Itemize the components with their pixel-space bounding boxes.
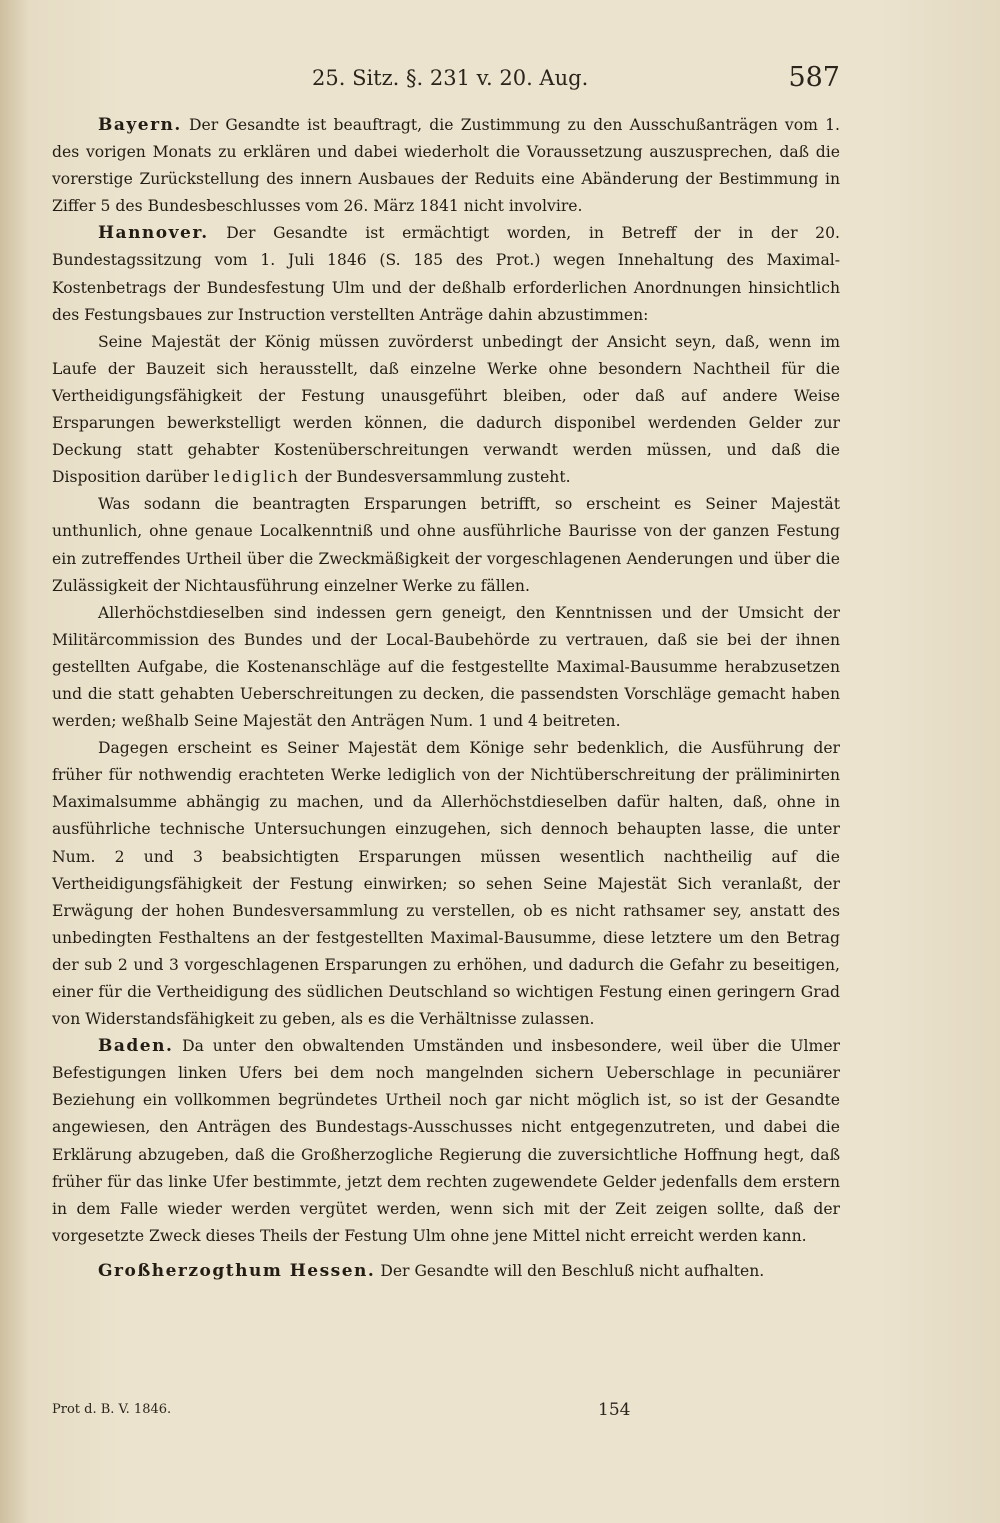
paragraph-hannover xyxy=(52,220,840,328)
paragraph-text: Der Gesandte ist ermächtigt worden, in Betreff der in der 20. Bundestagssitzung vom 1. Juli 1846 (S. 185 des Prot.) wegen Innehaltung des Maximal-Kostenbetrags der Bundesfestung Ulm und der deßhalb erforderlichen Anordnungen hinsichtlich des Festungsbaues zur Instruction verstellten Anträge dahin abzustimmen: xyxy=(52,224,840,324)
state-name-hessen: Großherzogthum Hessen. xyxy=(98,1260,376,1281)
emphasized-word: lediglich xyxy=(213,468,300,487)
paragraph-text: Allerhöchstdieselben sind indessen gern geneigt, den Kenntnissen und der Umsicht der Militärcommission des Bundes und der Local-Baubehörde zu vertrauen, daß sie bei der ihnen gestellten Aufgabe, die Kostenanschläge auf die festgestellte Maximal-Bausumme herabzusetzen und die statt gehabten Ueberschreitungen zu decken, die passendsten Vorschläge gemacht haben werden; weßhalb Seine Majestät den Anträgen Num. 1 und 4 beitreten. xyxy=(52,603,840,731)
paragraph-hessen xyxy=(52,1258,840,1285)
paragraph-text: Der Gesandte ist beauftragt, die Zustimmung zu den Ausschußanträgen vom 1. des vorigen Monats zu erklären und dabei wiederholt die Voraussetzung auszusprechen, daß die vorerstige Zurückstellung des innern Ausbaues der Reduits eine Abänderung der Bestimmung in Ziffer 5 des Bundesbeschlusses vom 26. März 1841 nicht involvire. xyxy=(52,116,840,216)
paragraph-allerhoechst xyxy=(52,600,840,735)
page-header xyxy=(52,62,840,106)
paragraph-ersparungen xyxy=(52,491,840,599)
paragraph-text: Da unter den obwaltenden Umständen und insbesondere, weil über die Ulmer Befestigungen linken Ufers bei dem noch mangelnden sichern Ueberschlage in pecuniärer Beziehung ein vollkommen begründetes Urtheil noch gar nicht möglich ist, so ist der Gesandte angewiesen, den Anträgen des Bundestags-Ausschusses nicht entgegenzutreten, und dabei die Erklärung abzugeben, daß die Großherzogliche Regierung die zuversichtliche Hoffnung hegt, daß früher für das linke Ufer bestimmte, jetzt dem rechten zugewendete Gelder jedenfalls dem erstern in dem Falle wieder werden vergütet werden, wenn sich mit der Zeit zeigen sollte, daß der vorgesetzte Zweck dieses Theils der Festung Ulm ohne jene Mittel nicht erreicht werden kann. xyxy=(52,1037,840,1245)
sheet-number: 154 xyxy=(598,1400,631,1420)
paragraph-text: Seine Majestät der König müssen zuvörderst unbedingt der Ansicht seyn, daß, wenn im Laufe der Bauzeit sich herausstellt, daß einzelne Werke ohne besondern Nachtheil für die Vertheidigungsfähigkeit der Festung unausgeführt bleiben, oder daß auf andere Weise Ersparungen bewerkstelligt werden können, die dadurch disponibel werdenden Gelder zur Deckung statt gehabter Kostenüberschreitungen verwandt werden müssen, und daß die Disposition darüber xyxy=(52,332,840,487)
paragraph-koenig-ansicht xyxy=(52,329,840,492)
state-name-hannover: Hannover. xyxy=(98,223,209,244)
paragraph-text: der Bundesversammlung zusteht. xyxy=(304,468,571,487)
paragraph-text: Der Gesandte will den Beschluß nicht aufhalten. xyxy=(380,1261,765,1280)
body-text xyxy=(52,112,840,1285)
page-number: 587 xyxy=(788,62,840,93)
paragraph-text: Dagegen erscheint es Seiner Majestät dem Könige sehr bedenklich, die Ausführung der früher für nothwendig erachteten Werke lediglich von der Nichtüberschreitung der präliminirten Maximalsumme abhängig zu machen, und da Allerhöchstdieselben dafür halten, daß, ohne in ausführliche technische Untersuchungen einzugehen, sich dennoch behaupten lasse, die unter Num. 2 und 3 beabsichtigten Ersparungen müssen wesentlich nachtheilig auf die Vertheidigungsfähigkeit der Festung einwirken; so sehen Seine Majestät Sich veranlaßt, der Erwägung der hohen Bundesversammlung zu verstellen, ob es nicht rathsamer sey, anstatt des unbedingten Festhaltens an der festgestellten Maximal-Bausumme, diese letztere um den Betrag der sub 2 und 3 vorgeschlagenen Ersparungen zu erhöhen, und dadurch die Gefahr zu beseitigen, einer für die Vertheidigung des südlichen Deutschland so wichtigen Festung einen geringern Grad von Widerstandsfähigkeit zu geben, als es die Verhältnisse zulassen. xyxy=(52,739,840,1029)
paragraph-text: Was sodann die beantragten Ersparungen betrifft, so erscheint es Seiner Majestät unthunlich, ohne genaue Localkenntniß und ohne ausführliche Baurisse von der ganzen Festung ein zutreffendes Urtheil über die Zweckmäßigkeit der vorgeschlagenen Aenderungen und über die Zulässigkeit der Nichtausführung einzelner Werke zu fällen. xyxy=(52,495,840,595)
running-title: 25. Sitz. §. 231 v. 20. Aug. xyxy=(312,66,589,90)
page-footer xyxy=(52,1402,840,1426)
paragraph-dagegen xyxy=(52,735,840,1033)
state-name-bayern: Bayern. xyxy=(98,115,182,135)
paragraph-bayern xyxy=(52,112,840,220)
paragraph-baden xyxy=(52,1033,840,1250)
state-name-baden: Baden. xyxy=(98,1036,174,1057)
printer-signature: Prot d. B. V. 1846. xyxy=(52,1402,172,1417)
